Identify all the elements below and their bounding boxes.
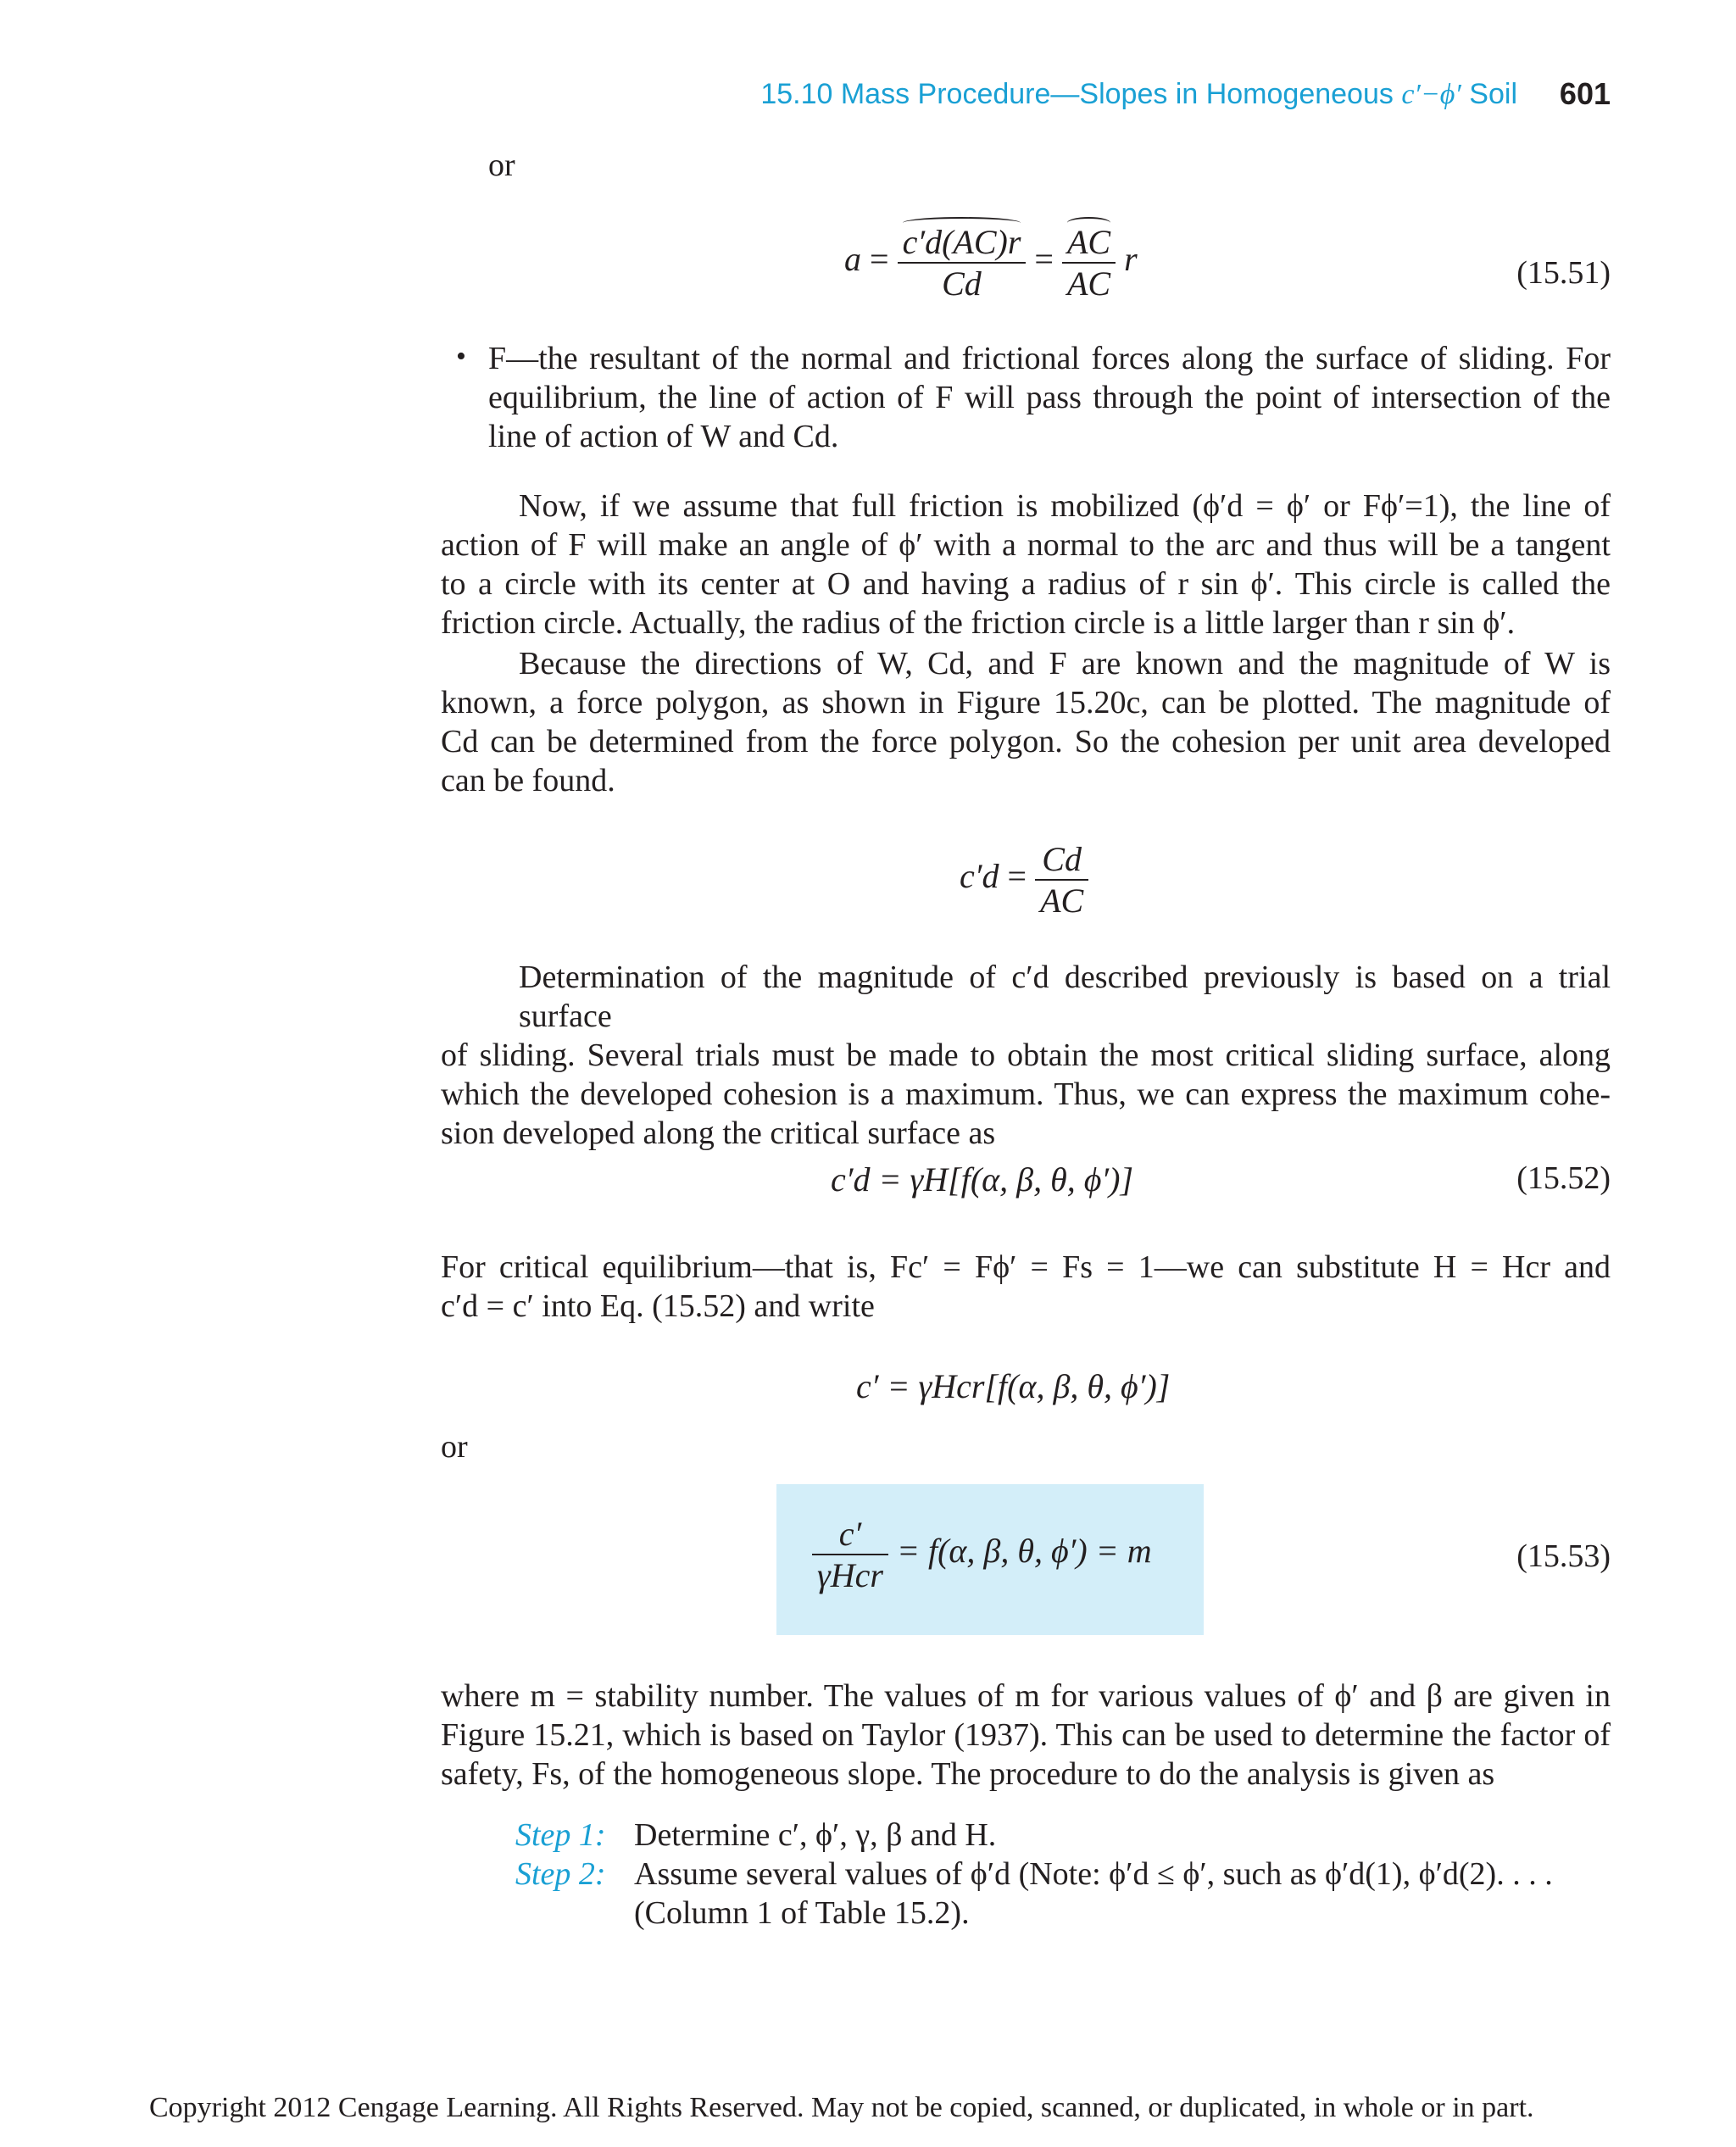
paragraph-line: known, a force polygon, as shown in Figure 15.20c, can be plotted. The magnitude of: [441, 685, 1611, 720]
fraction-stability: [812, 1514, 888, 1595]
paragraph-line: which the developed cohesion is a maximum. Thus, we can express the maximum cohe-: [441, 1076, 1611, 1112]
numerator-cd: Cd: [1042, 840, 1082, 878]
paragraph-line: to a circle with its center at O and having a radius of r sin ϕ′. This circle is called the: [441, 566, 1611, 602]
equation-number-15-51: (15.51): [1516, 255, 1611, 291]
paragraph-line: friction circle. Actually, the radius of the friction circle is a little larger than r sin ϕ′.: [441, 605, 1516, 641]
equation-number-15-52: (15.52): [1516, 1160, 1611, 1196]
equation-15-53: [812, 1514, 1152, 1595]
paragraph-line: c′d = c′ into Eq. (15.52) and write: [441, 1288, 875, 1324]
paragraph-stability: [441, 1677, 1611, 1794]
copyright-footer: Copyright 2012 Cengage Learning. All Rights Reserved. May not be copied, scanned, or duplicated, in whole or in part.: [149, 2092, 1534, 2123]
equation-number-15-53: (15.53): [1516, 1538, 1611, 1574]
fraction-2: [1062, 222, 1116, 303]
soil-symbols: c′−ϕ′: [1401, 79, 1461, 110]
paragraph-force-polygon: [441, 644, 1611, 800]
paragraph-critical: [441, 1248, 1611, 1326]
bullet-line: F—the resultant of the normal and frictional forces along the surface of sliding. For: [488, 341, 1611, 376]
equation-c: c′ = γHcr[f(α, β, θ, ϕ′)]: [856, 1367, 1171, 1405]
eq-rhs: = f(α, β, θ, ϕ′) = m: [896, 1532, 1152, 1571]
paragraph-line: Now, if we assume that full friction is mobilized (ϕ′d = ϕ′ or Fϕ′=1), the line of: [519, 488, 1611, 524]
eq-lhs: a: [844, 240, 861, 279]
paragraph-line: where m = stability number. The values of m for various values of ϕ′ and β are given in: [441, 1678, 1611, 1714]
numerator-c: c′: [838, 1515, 862, 1553]
paragraph-line: Because the directions of W, Cd, and F are known and the magnitude of W is: [519, 646, 1611, 681]
paragraph-line: can be found.: [441, 763, 615, 798]
step-text-continued: (Column 1 of Table 15.2).: [634, 1895, 970, 1931]
denominator-1: Cd: [942, 264, 982, 303]
bullet-paragraph: [488, 339, 1611, 456]
step-item-1: [515, 1816, 1611, 1855]
page-number: 601: [1559, 76, 1611, 111]
denominator-ac: AC: [1040, 882, 1084, 920]
running-header: [760, 76, 1611, 120]
paragraph-line: Cd can be determined from the force polygon. So the cohesion per unit area developed: [441, 724, 1611, 759]
eq-lhs: c′d: [960, 857, 999, 896]
step-text: Assume several values of ϕ′d (Note: ϕ′d ≤ ϕ′, such as ϕ′d(1), ϕ′d(2). . . .: [634, 1856, 1553, 1892]
paragraph-determination: [441, 958, 1611, 1153]
paragraph-line: sion developed along the critical surface as: [441, 1115, 996, 1151]
equation-15-51: a = $\frac{c'd(AC)r}{Cd}$ = $\frac{AC}{AC}$ r: [844, 223, 1138, 303]
bullet-line: equilibrium, the line of action of F will pass through the point of intersection of the: [488, 380, 1611, 415]
paragraph-line: Figure 15.21, which is based on Taylor (1937). This can be used to determine the factor of: [441, 1717, 1611, 1753]
paragraph-line: Determination of the magnitude of c′d described previously is based on a trial surface: [519, 959, 1611, 1034]
equation-15-52: c′d = γH[f(α, β, θ, ϕ′)]: [831, 1160, 1134, 1199]
paragraph-line: of sliding. Several trials must be made to obtain the most critical sliding surface, along: [441, 1037, 1611, 1073]
section-title: 15.10 Mass Procedure—Slopes in Homogeneous c′−ϕ′ Soil: [760, 78, 1517, 110]
bullet-icon: •: [456, 341, 466, 372]
arc-ac: AC: [1066, 223, 1111, 261]
step-text: Determine c′, ϕ′, γ, β and H.: [634, 1817, 997, 1853]
paragraph-line: action of F will make an angle of ϕ′ with a normal to the arc and thus will be a tangent: [441, 527, 1611, 563]
or-text-1: or: [488, 147, 515, 183]
fraction-1: [898, 222, 1027, 303]
equation-cd: c′d = $\frac{Cd}{AC}$: [960, 839, 1088, 921]
paragraph-friction-circle: [441, 487, 1611, 642]
eq-r: r: [1124, 240, 1138, 279]
bullet-line: line of action of W and Cd.: [488, 419, 839, 454]
step-list: [515, 1816, 1611, 1933]
denominator-gamma-hcr: γHcr: [817, 1556, 883, 1594]
paragraph-line: For critical equilibrium—that is, Fc′ = Fϕ′ = Fs = 1—we can substitute H = Hcr and: [441, 1249, 1611, 1285]
chord-ac: AC: [1066, 264, 1111, 303]
or-text-2: or: [441, 1429, 468, 1465]
fraction-cd: [1035, 839, 1088, 921]
paragraph-line: safety, Fs, of the homogeneous slope. The procedure to do the analysis is given as: [441, 1756, 1495, 1792]
arc-numerator-1: c′d(AC)r: [902, 223, 1021, 261]
step-label: Step 1:: [515, 1817, 606, 1853]
step-item-2: [515, 1855, 1611, 1894]
step-label: Step 2:: [515, 1856, 606, 1892]
